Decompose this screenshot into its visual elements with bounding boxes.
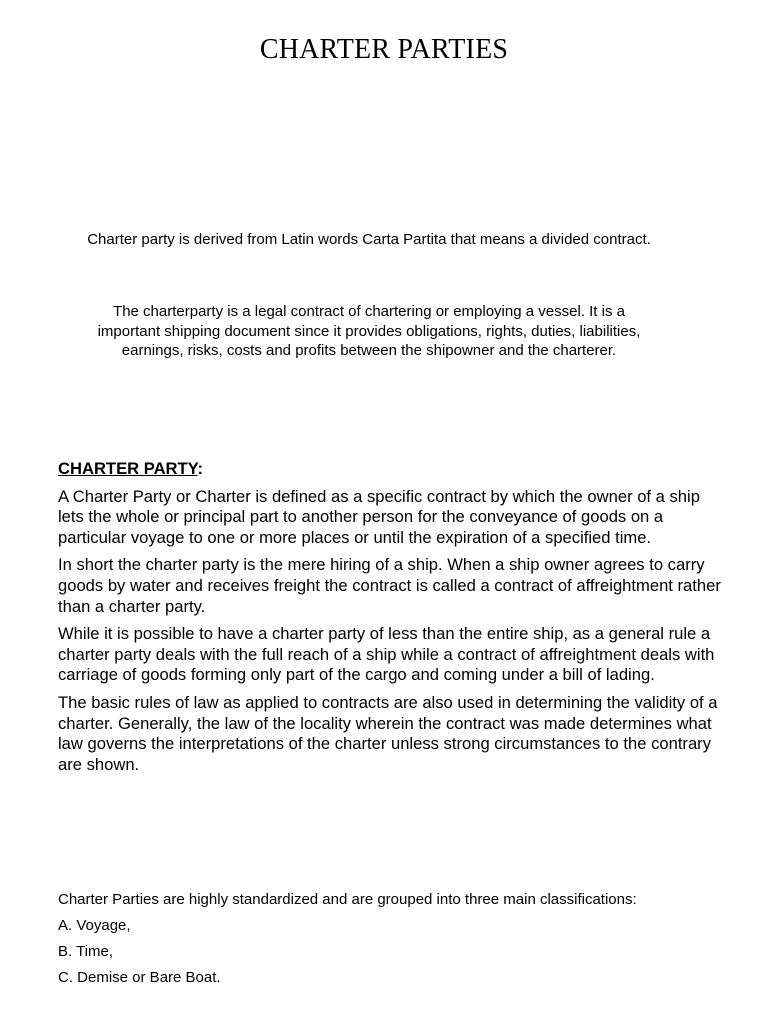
section-heading-text: CHARTER PARTY [58, 459, 198, 478]
page-title: CHARTER PARTIES [259, 34, 509, 65]
section-paragraph: In short the charter party is the mere hiring of a ship. When a ship owner agrees to carry goods by water and receives freight the contract is called a contract of affreightment rather than a charter party. [58, 555, 721, 616]
list-item: B. Time, [58, 943, 114, 960]
section-heading-colon: : [197, 459, 204, 478]
section-paragraph: While it is possible to have a charter party of less than the entire ship, as a general rule a charter party deals with the full reach of a ship while a contract of affreightment deals with carriage of goods forming only part of the cargo and coming under a bill of lading. [58, 624, 715, 685]
section-heading [58, 459, 722, 480]
intro-paragraph-definition: The charterparty is a legal contract of chartering or employing a vessel. It is a important shipping document since it provides obligations, rights, duties, liabilities, earnings, risks, costs and profits between the shipowner and the charterer. [97, 303, 641, 359]
charter-party-section [58, 459, 722, 782]
list-item: C. Demise or Bare Boat. [58, 969, 221, 986]
section-paragraph: The basic rules of law as applied to contracts are also used in determining the validity of a charter. Generally, the law of the locality wherein the contract was made determines what law governs the interpretations of the charter unless strong circumstances to the contrary are shown. [58, 692, 718, 774]
classifications-section [58, 890, 738, 994]
classifications-intro: Charter Parties are highly standardized and are grouped into three main classifications: [58, 891, 637, 908]
list-item: A. Voyage, [58, 917, 131, 934]
section-paragraph: A Charter Party or Charter is defined as a specific contract by which the owner of a ship lets the whole or principal part to another person for the conveyance of goods on a particular voyage to one or more places or until the expiration of a specified time. [58, 486, 700, 547]
intro-paragraph-etymology: Charter party is derived from Latin words Carta Partita that means a divided contract. [87, 231, 651, 248]
